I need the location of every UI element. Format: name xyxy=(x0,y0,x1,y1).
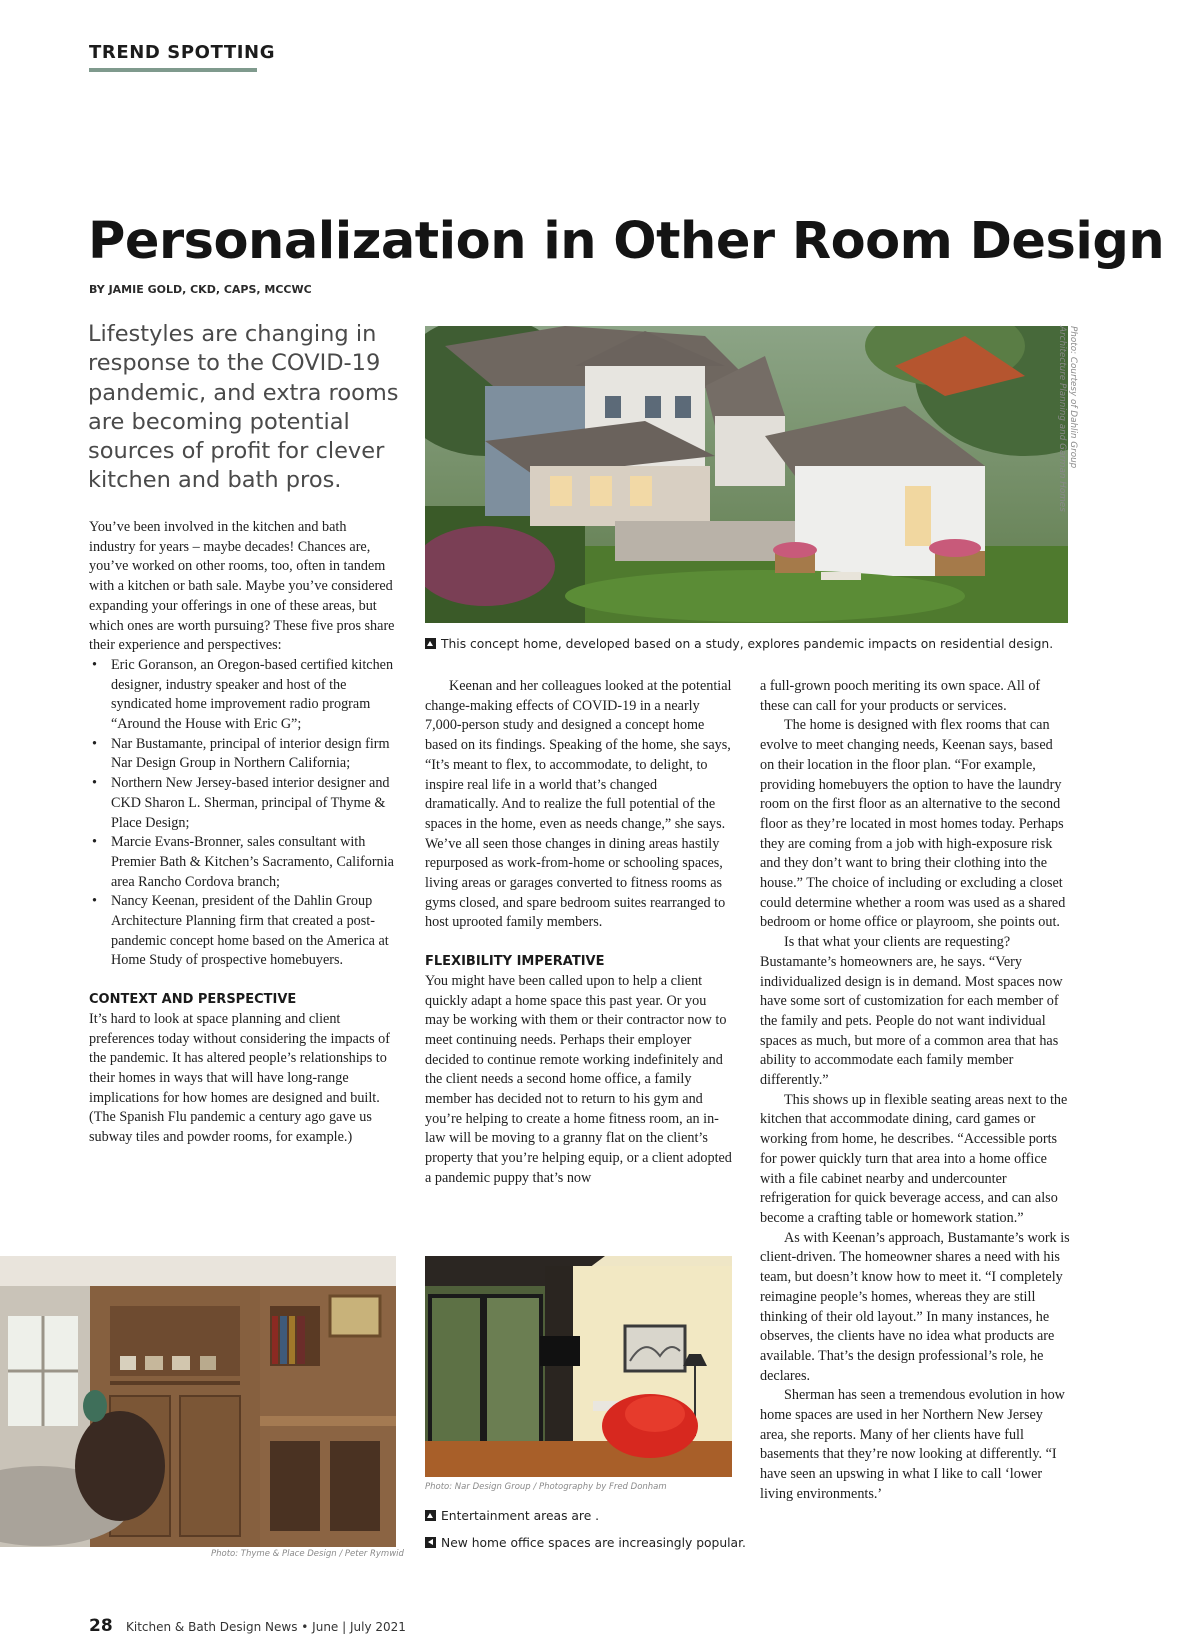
article-headline: Personalization in Other Room Design xyxy=(88,212,1165,271)
office-caption xyxy=(425,1536,746,1550)
section-rule xyxy=(89,68,257,72)
list-item: • Marcie Evans-Bronner, sales consultant with Premier Bath & Kitchen’s Sacramento, California area Rancho Cordova branch; xyxy=(89,833,395,892)
flexibility-paragraph: You might have been called upon to help a client quickly adapt a home space this past year. Or you may be working with them or their contractor now to meet continuing needs. Perhaps their employer decided to continue remote working indefinitely and the client needs a second home office, a family member has decided not to return to his gym and you’re helping to create a home fitness room, an in-law will be moving to a granny flat on the client’s property that you’re helping equip, or a client adopted a pandemic puppy that’s now xyxy=(425,972,732,1186)
paragraph: Is that what your clients are requesting? Bustamante’s homeowners are, he says. “Very individualized design is in demand. Most spaces now have some sort of customization for each member of the family and pets. People do not want individual spaces as much, but more of a common area that has ability to accommodate each family member differently.” xyxy=(760,934,1063,1089)
house-caption-text: This concept home, developed based on a study, explores pandemic impacts on residential design. xyxy=(441,637,1054,651)
byline: BY JAMIE GOLD, CKD, CAPS, MCCWC xyxy=(89,283,312,296)
paragraph: As with Keenan’s approach, Bustamante’s work is client-driven. The homeowner shares a need with his team, but doesn’t know how to meet it. “I completely reimagine people’s homes, whereas they are still thinking of their old layout.” In many instances, he observes, the clients have no idea what products are available. That’s the design professional’s role, he declares. xyxy=(760,1229,1070,1384)
house-photo-credit: Photo: Courtesy of Dahlin Group Architecture Planning and Garman Homes xyxy=(1057,326,1078,512)
triangle-left-icon xyxy=(425,1537,436,1548)
article-deck: Lifestyles are changing in response to the COVID-19 pandemic, and extra rooms are becoming potential sources of profit for clever kitchen and bath pros. xyxy=(88,321,399,494)
publication-line: Kitchen & Bath Design News • June | July 2021 xyxy=(126,1620,406,1634)
section-label: TREND SPOTTING xyxy=(89,42,276,63)
list-item: • Nancy Keenan, president of the Dahlin Group Architecture Planning firm that created a post-pandemic concept home based on the America at Home Study of prospective homebuyers. xyxy=(89,892,395,971)
column-1 xyxy=(89,518,395,1148)
entertainment-photo xyxy=(425,1256,732,1477)
office-photo-credit: Photo: Thyme & Place Design / Peter Rymwid xyxy=(211,1549,404,1559)
keenan-paragraph: Keenan and her colleagues looked at the potential change-making effects of COVID-19 in a nearly 7,000-person study and designed a concept home based on its findings. Speaking of the home, she says, “It’s meant to flex, to accommodate, to delight, to inspire real life in a world that’s changed dramatically. And to realize the full potential of the spaces in the home, even as needs change,” she says. We’ve all seen those changes in dining areas hastily repurposed as work-from-home or schooling spaces, living areas or garages converted to fitness rooms as gyms closed, and spare bedroom suites rearranged to host uprooted family members. xyxy=(425,678,732,931)
list-item: • Northern New Jersey-based interior designer and CKD Sharon L. Sherman, principal of Thyme & Place Design; xyxy=(89,774,395,833)
column-2 xyxy=(425,677,732,1189)
entertainment-caption xyxy=(425,1509,599,1523)
office-caption-text: New home office spaces are increasingly popular. xyxy=(441,1536,746,1550)
home-office-photo xyxy=(0,1256,396,1547)
list-item: • Eric Goranson, an Oregon-based certified kitchen designer, industry speaker and host of the syndicated home improvement radio program “Around the House with Eric G”; xyxy=(89,656,395,735)
paragraph: a full-grown pooch meriting its own space. All of these can call for your products or services. xyxy=(760,678,1041,714)
context-paragraph: It’s hard to look at space planning and client preferences today without considering the impacts of the pandemic. It has altered people’s relationships to their homes in ways that will have long-range implications for how homes are designed and built. (The Spanish Flu pandemic a century ago gave us subway tiles and powder rooms, for example.) xyxy=(89,1010,390,1146)
house-caption xyxy=(425,637,1053,651)
list-item: • Nar Bustamante, principal of interior design firm Nar Design Group in Northern California; xyxy=(89,735,395,774)
triangle-up-icon xyxy=(425,1510,436,1521)
intro-paragraph: You’ve been involved in the kitchen and bath industry for years – maybe decades! Chances are, you’ve worked on other rooms, too, often in tandem with a kitchen or bath sale. Maybe you’ve considered expanding your offerings in one of these areas, but which ones are worth pursuing? These five pros share their experience and perspectives: xyxy=(89,519,395,654)
concept-home-photo xyxy=(425,326,1068,623)
paragraph: Sherman has seen a tremendous evolution in how home spaces are used in her Northern New Jersey area, she reports. Many of her clients have full basements that they’re now looking at differently. “I have seen an upswing in what I like to call ‘lower living environments.’ xyxy=(760,1387,1065,1502)
column-3 xyxy=(760,677,1070,1505)
section-heading-context: CONTEXT AND PERSPECTIVE xyxy=(89,992,297,1008)
section-heading-flexibility: FLEXIBILITY IMPERATIVE xyxy=(425,954,605,970)
paragraph: The home is designed with flex rooms that can evolve to meet changing needs, Keenan says, based on their location in the floor plan. “For example, providing homebuyers the option to have the laundry room on the first floor as an alternative to the second floor as they’re located in most homes today. Perhaps they are coming from a job with high-exposure risk and they don’t want to bring their clothing into the house.” The choice of including or excluding a closet could determine whether a room was used as a shared bedroom or home office or playroom, she points out. xyxy=(760,717,1066,931)
triangle-up-icon xyxy=(425,638,436,649)
pros-list xyxy=(89,656,395,971)
paragraph: This shows up in flexible seating areas next to the kitchen that accommodate dining, card games or working from home, he describes. “Accessible ports for power quickly turn that area into a home office with a file cabinet nearby and undercounter refrigeration for quick beverage access, and can also become a crafting table or homework station.” xyxy=(760,1091,1068,1226)
page-number: 28 xyxy=(89,1616,113,1636)
entertainment-caption-text: Entertainment areas are . xyxy=(441,1509,600,1523)
entertainment-photo-credit: Photo: Nar Design Group / Photography by Fred Donham xyxy=(425,1482,667,1492)
